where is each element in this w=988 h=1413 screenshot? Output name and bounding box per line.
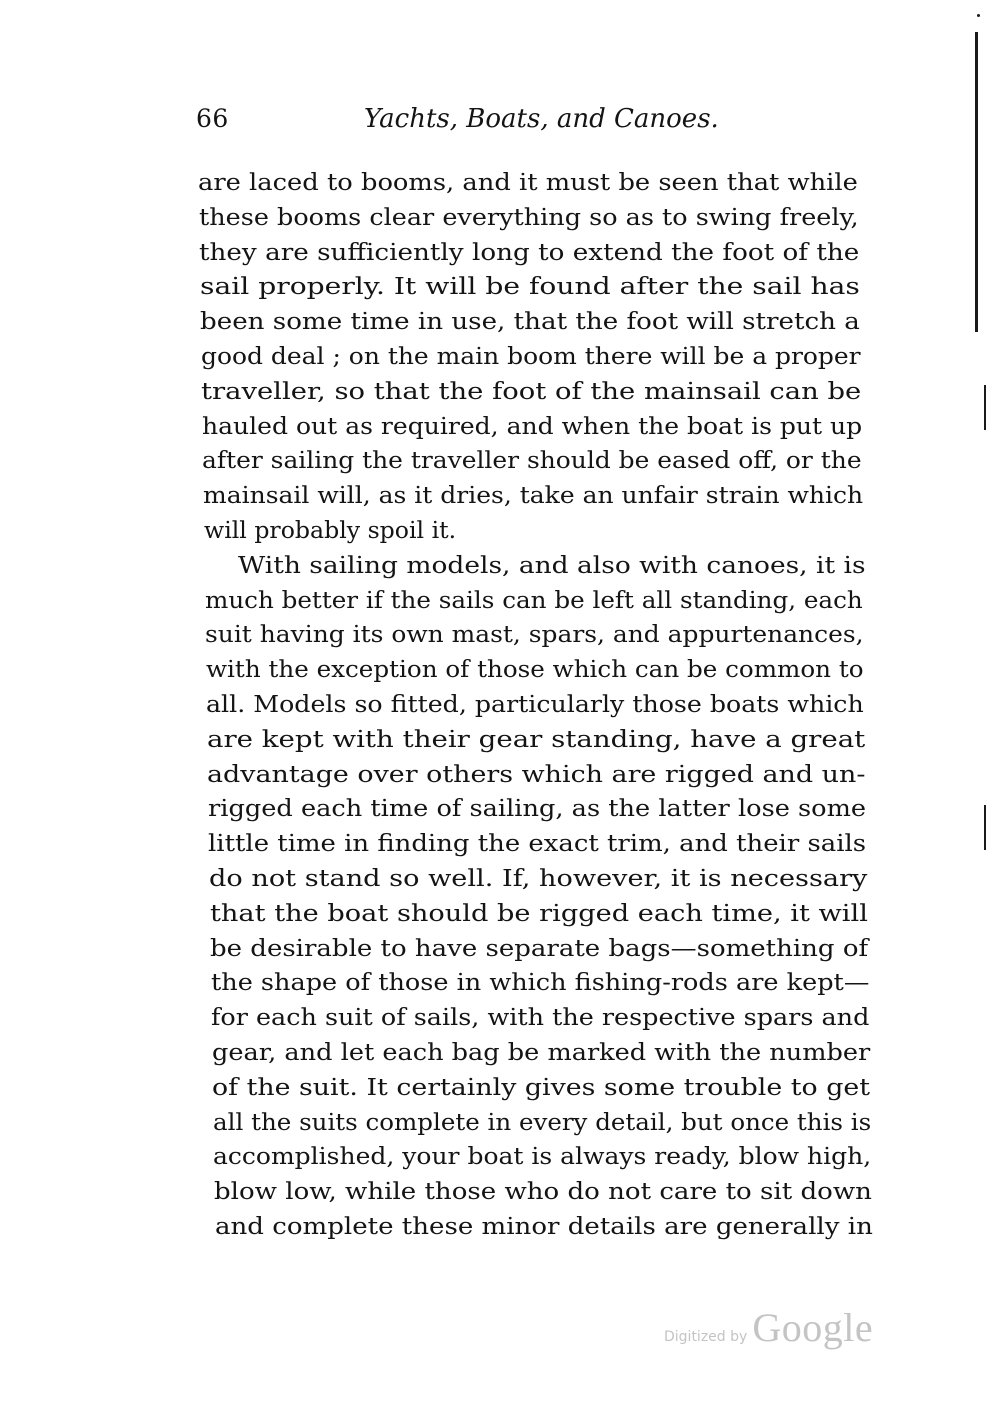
text-line: and complete these minor details are generally in — [215, 1212, 873, 1240]
digitized-by-watermark — [664, 1304, 873, 1354]
page-number: 66 — [196, 104, 229, 133]
text-line: all. Models so fitted, particularly those boats which — [206, 690, 864, 718]
scan-dust-dot — [977, 14, 980, 17]
scan-edge-mark — [984, 385, 986, 430]
text-line: hauled out as required, and when the boat is put up — [202, 411, 863, 440]
text-line: advantage over others which are rigged and un- — [207, 759, 866, 788]
watermark-prefix: Digitized by — [664, 1329, 748, 1345]
text-line: all the suits complete in every detail, but once this is — [213, 1107, 872, 1136]
text-line: they are sufficiently long to extend the foot of the — [199, 237, 860, 266]
scan-edge-mark — [984, 805, 986, 850]
text-line: been some time in use, that the foot will stretch a — [200, 307, 860, 336]
text-line: little time in finding the exact trim, and their sails — [208, 829, 867, 858]
text-line: rigged each time of sailing, as the latter lose some — [208, 794, 867, 823]
watermark-brand: Google — [752, 1305, 874, 1350]
text-line: will probably spoil it. — [204, 516, 457, 544]
text-line: the shape of those in which fishing-rods are kept— — [211, 968, 870, 997]
text-line: blow low, while those who do not care to sit down — [214, 1177, 872, 1206]
text-line: sail properly. It will be found after the sail has — [200, 272, 860, 301]
text-line: are laced to booms, and it must be seen that while — [198, 168, 858, 196]
text-line: with the exception of those which can be common to — [206, 655, 864, 684]
text-line: With sailing models, and also with canoes, it is — [238, 550, 866, 579]
text-line: for each suit of sails, with the respective spars and — [211, 1003, 870, 1032]
text-line: of the suit. It certainly gives some trouble to get — [212, 1072, 871, 1101]
text-line: suit having its own mast, spars, and appurtenances, — [205, 620, 864, 649]
text-line: these booms clear everything so as to swing freely, — [199, 202, 859, 231]
text-line: gear, and let each bag be marked with the number — [212, 1038, 871, 1066]
text-line: mainsail will, as it dries, take an unfair strain which — [203, 481, 864, 510]
text-line: much better if the sails can be left all standing, each — [205, 585, 863, 614]
text-line: that the boat should be rigged each time, it will — [210, 898, 868, 927]
text-line: accomplished, your boat is always ready, blow high, — [213, 1142, 872, 1171]
text-line: traveller, so that the foot of the mainsail can be — [201, 376, 862, 405]
scan-edge-line — [975, 32, 978, 332]
page-header — [196, 104, 719, 144]
text-line: good deal ; on the main boom there will be a proper — [201, 342, 861, 370]
text-line: after sailing the traveller should be eased off, or the — [202, 446, 862, 475]
text-line: are kept with their gear standing, have a great — [207, 724, 866, 753]
running-title: Yachts, Boats, and Canoes. — [364, 104, 719, 134]
text-line: be desirable to have separate bags—something of — [210, 933, 869, 962]
text-line: do not stand so well. If, however, it is necessary — [209, 864, 868, 892]
